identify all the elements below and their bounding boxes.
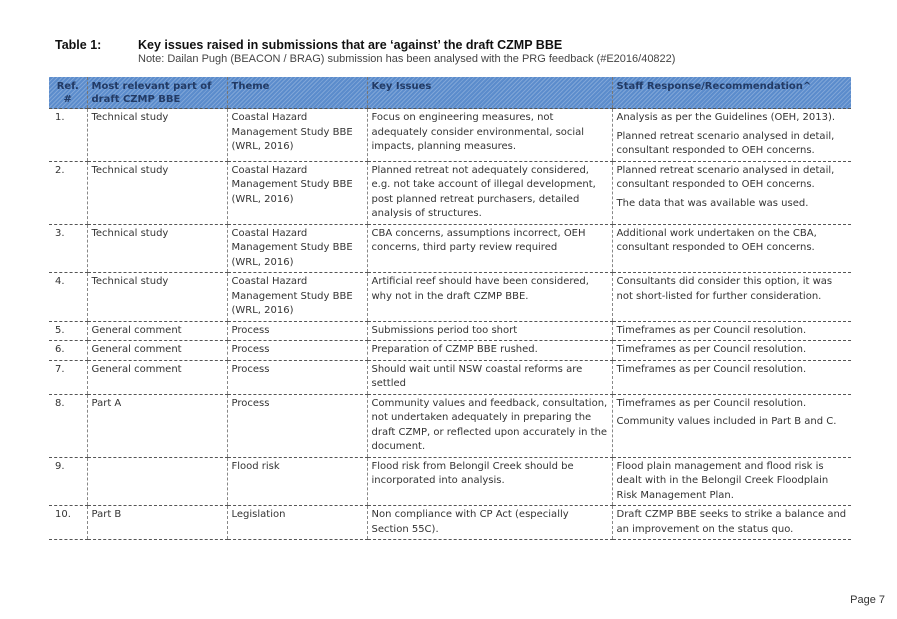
cell-ref: 4. [49, 273, 87, 322]
response-paragraph: Additional work undertaken on the CBA, consultant responded to OEH concerns. [616, 227, 817, 253]
table-row [49, 224, 851, 273]
response-paragraph: Timeframes as per Council resolution. [616, 344, 807, 355]
cell-part: Part B [87, 506, 227, 540]
cell-part: General comment [87, 341, 227, 361]
col-header-theme: Theme [227, 77, 367, 109]
table-row [49, 161, 851, 224]
cell-response [612, 224, 851, 273]
table-label: Table 1: [55, 38, 102, 52]
response-paragraph: Draft CZMP BBE seeks to strike a balance and an improvement on the status quo. [616, 509, 847, 535]
cell-ref: 2. [49, 161, 87, 224]
col-header-ref: Ref. # [49, 77, 87, 109]
cell-issues: Flood risk from Belongil Creek should be incorporated into analysis. [367, 457, 612, 506]
cell-issues: Community values and feedback, consultation, not undertaken adequately in preparing the draft CZMP, or reflected upon accurately in the document. [367, 394, 612, 457]
cell-ref: 10. [49, 506, 87, 540]
response-paragraph: Timeframes as per Council resolution. [616, 397, 807, 409]
cell-theme: Process [227, 360, 367, 394]
table-header-row [49, 77, 851, 109]
cell-part: General comment [87, 321, 227, 341]
cell-response [612, 457, 851, 506]
table-row [49, 360, 851, 394]
table-row [49, 109, 851, 162]
table-row [49, 273, 851, 322]
response-paragraph: Planned retreat scenario analysed in detail, consultant responded to OEH concerns. [616, 164, 835, 190]
response-paragraph: Flood plain management and flood risk is dealt with in the Belongil Creek Floodplain Risk Management Plan. [616, 460, 829, 501]
col-header-part: Most relevant part of draft CZMP BBE [87, 77, 227, 109]
cell-part: Technical study [87, 161, 227, 224]
cell-issues: Planned retreat not adequately considered, e.g. not take account of illegal development, post planned retreat purchasers, detailed analysis of structures. [367, 161, 612, 224]
response-paragraph: Timeframes as per Council resolution. [616, 363, 807, 375]
cell-theme: Coastal Hazard Management Study BBE (WRL, 2016) [227, 273, 367, 322]
cell-response [612, 394, 851, 457]
response-paragraph: Community values included in Part B and C. [616, 416, 837, 427]
cell-ref: 8. [49, 394, 87, 457]
cell-issues: Focus on engineering measures, not adequately consider environmental, social impacts, planning measures. [367, 109, 612, 162]
cell-ref: 5. [49, 321, 87, 341]
cell-ref: 3. [49, 224, 87, 273]
cell-part [87, 457, 227, 506]
issues-table [49, 77, 851, 540]
cell-issues: Non compliance with CP Act (especially Section 55C). [367, 506, 612, 540]
cell-issues: Artificial reef should have been considered, why not in the draft CZMP BBE. [367, 273, 612, 322]
cell-ref: 6. [49, 341, 87, 361]
response-paragraph: Analysis as per the Guidelines (OEH, 2013). [616, 112, 836, 123]
cell-response [612, 161, 851, 224]
cell-response [612, 273, 851, 322]
cell-theme: Coastal Hazard Management Study BBE (WRL, 2016) [227, 224, 367, 273]
response-paragraph: Timeframes as per Council resolution. [616, 324, 807, 336]
cell-theme: Process [227, 321, 367, 341]
page-number: Page 7 [850, 594, 885, 606]
table-row [49, 341, 851, 361]
cell-issues: Should wait until NSW coastal reforms are settled [367, 360, 612, 394]
cell-response [612, 506, 851, 540]
cell-response [612, 360, 851, 394]
table-row [49, 506, 851, 540]
response-paragraph: Planned retreat scenario analysed in detail, consultant responded to OEH concerns. [616, 130, 835, 156]
cell-part: Technical study [87, 273, 227, 322]
cell-response [612, 341, 851, 361]
response-paragraph: The data that was available was used. [616, 197, 809, 209]
cell-ref: 7. [49, 360, 87, 394]
cell-theme: Flood risk [227, 457, 367, 506]
col-header-response: Staff Response/Recommendation^ [612, 77, 851, 109]
cell-theme: Coastal Hazard Management Study BBE (WRL, 2016) [227, 161, 367, 224]
table-heading [55, 38, 875, 65]
response-paragraph: Consultants did consider this option, it was not short-listed for further consideration. [616, 276, 833, 302]
table-title: Key issues raised in submissions that are ‘against’ the draft CZMP BBE [138, 38, 563, 52]
cell-issues: CBA concerns, assumptions incorrect, OEH concerns, third party review required [367, 224, 612, 273]
cell-ref: 9. [49, 457, 87, 506]
cell-theme: Coastal Hazard Management Study BBE (WRL, 2016) [227, 109, 367, 162]
cell-theme: Legislation [227, 506, 367, 540]
cell-theme: Process [227, 394, 367, 457]
cell-ref: 1. [49, 109, 87, 162]
table-row [49, 457, 851, 506]
cell-part: Part A [87, 394, 227, 457]
cell-response [612, 321, 851, 341]
cell-response [612, 109, 851, 162]
cell-theme: Process [227, 341, 367, 361]
table-row [49, 321, 851, 341]
col-header-issues: Key Issues [367, 77, 612, 109]
table-note: Note: Dailan Pugh (BEACON / BRAG) submission has been analysed with the PRG feedback (#E2016/40822) [138, 53, 676, 65]
cell-part: Technical study [87, 224, 227, 273]
cell-part: Technical study [87, 109, 227, 162]
cell-issues: Preparation of CZMP BBE rushed. [367, 341, 612, 361]
cell-part: General comment [87, 360, 227, 394]
table-row [49, 394, 851, 457]
cell-issues: Submissions period too short [367, 321, 612, 341]
table-body [49, 109, 851, 540]
